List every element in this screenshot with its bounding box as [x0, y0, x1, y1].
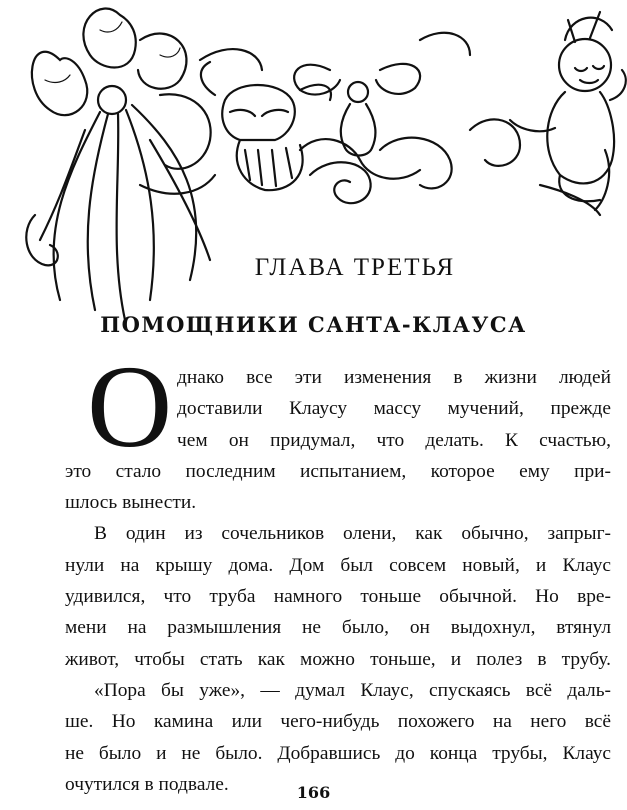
text-line: очутился в подвале. [65, 773, 229, 795]
text-line: мени на размышления не было, он выдохнул, втянул [65, 617, 611, 639]
text-line: днако все эти изменения в жизни людей [177, 367, 611, 388]
chapter-header-illustration [0, 0, 627, 340]
winged-sprite-icon [294, 64, 420, 179]
text-line: нули на крышу дома. Дом был совсем новый, и Клаус [65, 554, 611, 576]
page-number: 166 [296, 783, 331, 802]
text-line: ше. Но камина или чего-нибудь похожего на него всё [65, 711, 611, 733]
text-line: это стало последним испытанием, которое ему при- [65, 460, 611, 482]
ornamental-swirl-icon [140, 33, 520, 203]
drop-cap: О [87, 341, 173, 472]
chapter-title: ПОМОЩНИКИ САНТА-КЛАУСА [100, 312, 527, 337]
text-line: живот, чтобы стать как можно тоньше, и полез в трубу. [65, 648, 611, 670]
bearded-gnome-icon [201, 62, 331, 190]
text-line: «Пора бы уже», — думал Клаус, спускаясь всё даль- [94, 679, 611, 701]
text-line: чем он придумал, что делать. К счастью, [177, 429, 611, 451]
text-line: удивился, что труба намного тоньше обычной. Но вре- [65, 586, 611, 608]
text-line: В один из сочельников олени, как обычно, запрыг- [94, 523, 611, 545]
text-line: доставили Клаусу массу мучений, прежде [177, 398, 611, 420]
text-line: не было и не было. Добравшись до конца трубы, Клаус [65, 742, 611, 764]
body-text [65, 362, 611, 800]
elf-boy-icon [510, 12, 626, 215]
chapter-label: ГЛАВА ТРЕТЬЯ [254, 254, 456, 281]
fairy-figure-icon [26, 9, 210, 320]
text-line: шлось вынести. [65, 492, 197, 514]
